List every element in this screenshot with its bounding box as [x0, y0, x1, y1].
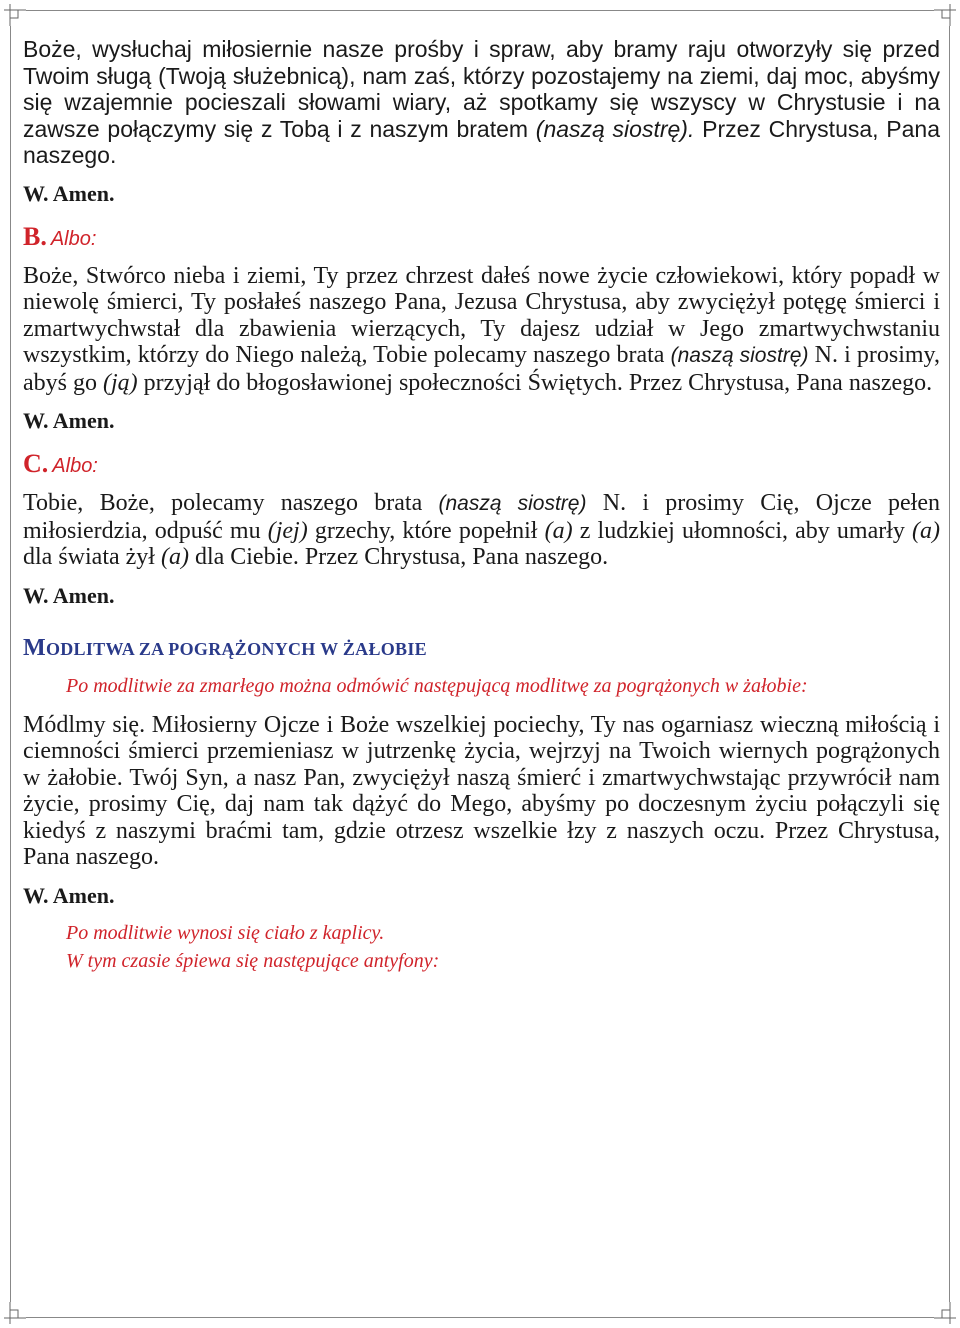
- response-amen: W. Amen.: [23, 582, 115, 608]
- crop-mark-icon: [934, 1302, 956, 1324]
- text-run: dla świata żył: [23, 544, 161, 570]
- text-run: Tobie, Boże, polecamy naszego brata: [23, 490, 439, 516]
- prayer-c-text: [23, 490, 940, 571]
- option-letter: C.: [23, 449, 49, 478]
- mourning-prayer-text: Módlmy się. Miłosierny Ojcze i Boże wszelkiej pociechy, Ty nas ogarniasz wieczną miłością i ciemności śmierci przemieniasz w jutrzenkę życia, wejrzyj na Twoich wiernych pogrążonych w żałobie. Twój Syn, a nasz Pan, zwyciężył naszą śmierć i zmartwychwstając przywrócił nam życie, prosimy Cię, daj nam tak dążyć do Mego, abyśmy po doczesnym życiu połączyli się kiedyś z naszymi braćmi tam, gdzie otrzesz wszelkie łzy z naszych oczu. Przez Chrystusa, Pana naszego.: [23, 711, 940, 870]
- response-amen: W. Amen.: [23, 180, 115, 206]
- crop-mark-icon: [4, 4, 26, 26]
- text-run: dla Ciebie. Przez Chrystusa, Pana naszego.: [188, 544, 609, 570]
- crop-mark-icon: [934, 4, 956, 26]
- text-run: przyjął do błogosławionej społeczności Świętych. Przez Chrystusa, Pana naszego.: [137, 369, 933, 396]
- response-amen: W. Amen.: [23, 882, 115, 908]
- page-content: [23, 36, 940, 973]
- text-run-italic: (jej): [267, 517, 308, 544]
- text-run: Boże, Stwórco nieba i ziemi, Ty przez chrzest dałeś nowe życie człowiekowi, który popadł w niewolę śmierci, Ty posłałeś naszego Pana, Jezusa Chrystusa, aby zwyciężył potęgę śmierci i zmartwychwstał dla zbawienia wierzących, Ty dajesz udział w Jego zmartwychwstaniu wszystkim, którzy do Niego należą, Tobie polecamy naszego brata: [23, 262, 940, 368]
- text-run: N. i prosimy, abyś go: [23, 342, 940, 396]
- page-border-right: [949, 26, 950, 1302]
- page-border-bottom: [26, 1317, 934, 1318]
- rubric-antiphons: W tym czasie śpiewa się następujące antyfony:: [66, 949, 440, 972]
- text-run-italic: (naszą siostrę).: [535, 115, 695, 142]
- page-border-left: [10, 26, 11, 1302]
- text-run: N. i prosimy Cię, Ojcze pełen miłosierdzia, odpuść mu: [23, 490, 940, 544]
- text-run-italic: (ją): [103, 369, 138, 396]
- albo-label: Albo:: [50, 227, 97, 250]
- prayer-a-text: [23, 36, 940, 169]
- response-amen: W. Amen.: [23, 408, 115, 433]
- text-run: z ludzkiej ułomności, aby umarły: [572, 517, 913, 544]
- rubric-intro: Po modlitwie za zmarłego można odmówić następującą modlitwę za pogrążonych w żałobie:: [66, 674, 808, 697]
- crop-mark-icon: [4, 1302, 26, 1324]
- prayer-b-text: [23, 263, 940, 397]
- heading-smallcaps: ODLITWA ZA POGRĄŻONYCH W ŻAŁOBIE: [45, 638, 427, 659]
- section-heading: [23, 635, 940, 662]
- text-run: grzechy, które popełnił: [307, 517, 545, 544]
- text-run: Boże, wysłuchaj miłosiernie nasze prośby i spraw, aby bramy raju otworzyły się przed Twoim sługą (Twoją służebnicą), nam zaś, którzy pozostajemy na ziemi, daj moc, abyśmy się wzajemnie pocieszali słowami wiary, aż spotkamy się wszyscy w Chrystusie i na zawsze połączymy się z Tobą i z naszym bratem: [23, 36, 940, 142]
- option-letter: B.: [23, 221, 47, 251]
- text-run-italic: (a): [912, 517, 941, 544]
- heading-initial: M: [23, 634, 46, 661]
- text-run-italic: (naszą siostrę): [438, 492, 587, 515]
- rubric-procession: Po modlitwie wynosi się ciało z kaplicy.: [66, 921, 385, 944]
- text-run-italic: (naszą siostrę): [670, 344, 809, 367]
- option-b-header: [23, 221, 940, 257]
- text-run: Przez Chrystusa, Pana naszego.: [23, 115, 941, 168]
- text-run-italic: (a): [160, 544, 189, 570]
- text-run-italic: (a): [544, 517, 573, 544]
- page-border-top: [26, 10, 934, 11]
- option-c-header: [23, 448, 940, 484]
- albo-label: Albo:: [52, 455, 98, 477]
